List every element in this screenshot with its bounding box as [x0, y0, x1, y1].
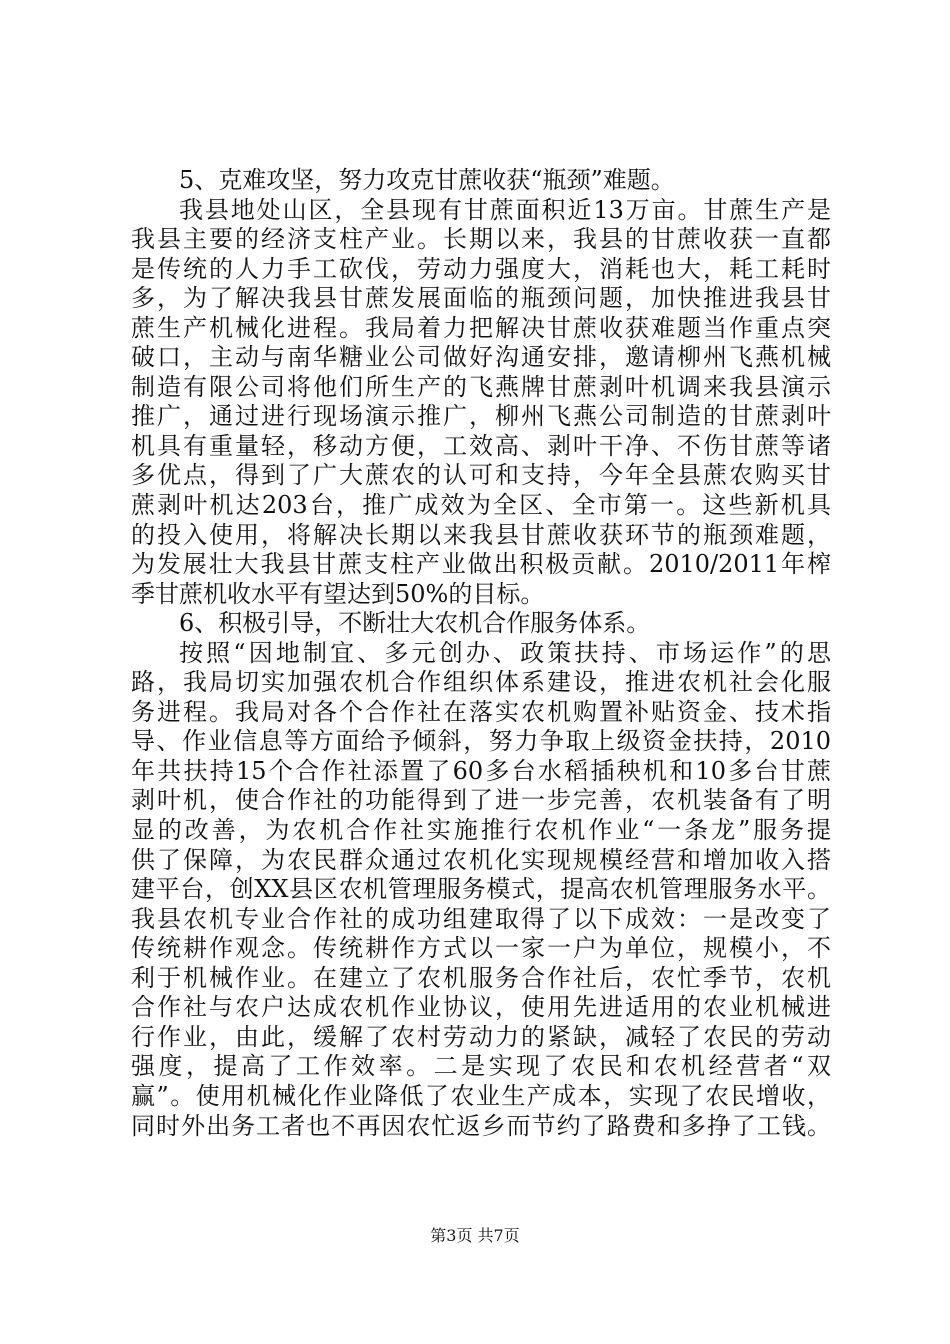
text-line: 年共扶持15个合作社添置了60多台水稻插秧机和10多台甘蔗 — [131, 756, 831, 785]
text-line: 赢”。使用机械化作业降低了农业生产成本，实现了农民增收， — [131, 1081, 831, 1110]
text-line: 行作业，由此，缓解了农村劳动力的紧缺，减轻了农民的劳动 — [131, 1022, 831, 1051]
text-line: 机具有重量轻，移动方便，工效高、剥叶干净、不伤甘蔗等诸 — [131, 431, 831, 460]
text-line: 多，为了解决我县甘蔗发展面临的瓶颈问题，加快推进我县甘 — [131, 284, 831, 313]
text-line: 蔗剥叶机达203台，推广成效为全区、全市第一。这些新机具 — [131, 491, 831, 520]
text-line: 多优点，得到了广大蔗农的认可和支持，今年全县蔗农购买甘 — [131, 461, 831, 490]
text-line: 为发展壮大我县甘蔗支柱产业做出积极贡献。2010/2011年榨 — [131, 550, 831, 579]
text-line: 显的改善，为农机合作社实施推行农机作业“一条龙”服务提 — [131, 816, 831, 845]
text-line: 季甘蔗机收水平有望达到50%的目标。 — [131, 579, 545, 608]
page-footer: 第3页 共7页 — [430, 1226, 520, 1245]
text-line: 推广，通过进行现场演示推广，柳州飞燕公司制造的甘蔗剥叶 — [131, 402, 831, 431]
text-line: 我县农机专业合作社的成功组建取得了以下成效：一是改变了 — [131, 904, 831, 933]
text-line: 破口，主动与南华糖业公司做好沟通安排，邀请柳州飞燕机械 — [131, 343, 831, 372]
text-line: 的投入使用，将解决长期以来我县甘蔗收获环节的瓶颈难题， — [131, 520, 831, 549]
text-line: 同时外出务工者也不再因农忙返乡而节约了路费和多挣了工钱。 — [131, 1111, 831, 1140]
text-line: 传统耕作观念。传统耕作方式以一家一户为单位，规模小，不 — [131, 934, 831, 963]
body-text — [131, 166, 831, 1141]
text-line: 我县地处山区，全县现有甘蔗面积近13万亩。甘蔗生产是 — [179, 195, 831, 224]
text-line: 蔗生产机械化进程。我局着力把解决甘蔗收获难题当作重点突 — [131, 313, 831, 342]
text-line: 按照“因地制宜、多元创办、政策扶持、市场运作”的思 — [179, 638, 831, 667]
text-line: 导、作业信息等方面给予倾斜，努力争取上级资金扶持，2010 — [131, 727, 831, 756]
text-line: 务进程。我局对各个合作社在落实农机购置补贴资金、技术指 — [131, 697, 831, 726]
text-line: 路，我局切实加强农机合作组织体系建设，推进农机社会化服 — [131, 668, 831, 697]
text-line: 剥叶机，使合作社的功能得到了进一步完善，农机装备有了明 — [131, 786, 831, 815]
text-line: 供了保障，为农民群众通过农机化实现规模经营和增加收入搭 — [131, 845, 831, 874]
text-line: 是传统的人力手工砍伐，劳动力强度大，消耗也大，耗工耗时 — [131, 254, 831, 283]
text-line: 利于机械作业。在建立了农机服务合作社后，农忙季节，农机 — [131, 963, 831, 992]
text-line: 合作社与农户达成农机作业协议，使用先进适用的农业机械进 — [131, 993, 831, 1022]
text-line: 强度，提高了工作效率。二是实现了农民和农机经营者“双 — [131, 1052, 831, 1081]
text-line: 6、积极引导，不断壮大农机合作服务体系。 — [179, 609, 651, 638]
text-line: 制造有限公司将他们所生产的飞燕牌甘蔗剥叶机调来我县演示 — [131, 372, 831, 401]
text-line: 5、克难攻坚，努力攻克甘蔗收获“瓶颈”难题。 — [179, 166, 675, 194]
text-line: 建平台，创XX县区农机管理服务模式，提高农机管理服务水平。 — [131, 875, 831, 904]
text-line: 我县主要的经济支柱产业。长期以来，我县的甘蔗收获一直都 — [131, 225, 831, 254]
